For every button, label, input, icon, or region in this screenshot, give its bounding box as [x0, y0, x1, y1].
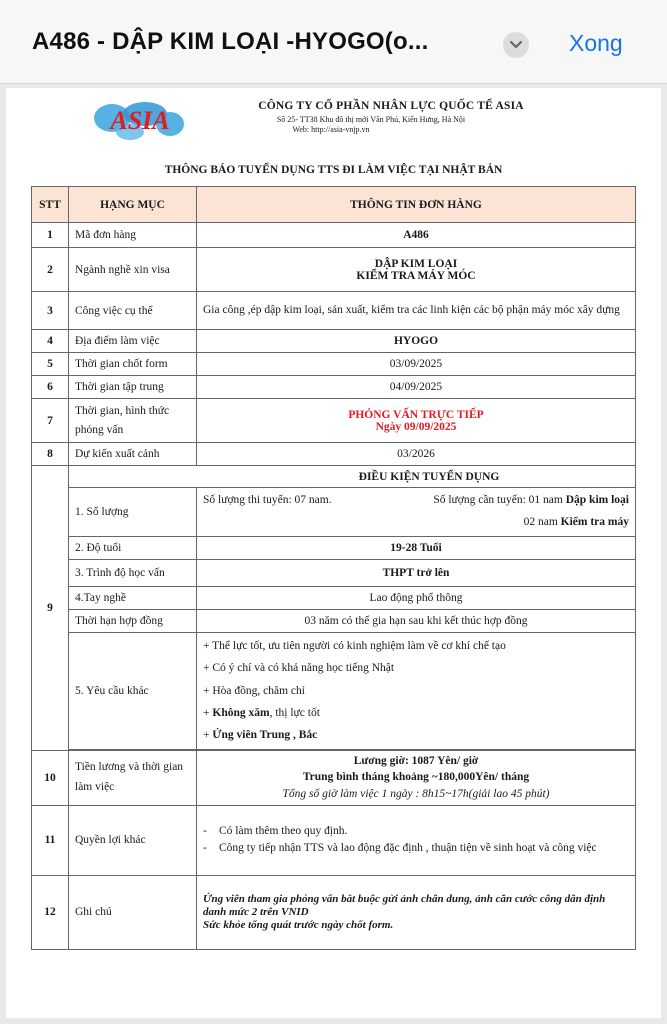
- skill: Lao động phổ thông: [197, 586, 636, 609]
- row-label: Thời gian chốt form: [69, 353, 197, 376]
- gathering-date: 04/09/2025: [197, 376, 636, 399]
- quantity-job-1: Dập kim loại: [565, 494, 629, 506]
- table-row: [32, 559, 636, 586]
- requirement-item: + Hòa đồng, chăm chỉ: [203, 684, 305, 697]
- table-row: [32, 399, 636, 443]
- benefit-item: Công ty tiếp nhận TTS và lao động đặc định , thuận tiện về sinh hoạt và công việc: [219, 842, 597, 855]
- table-row: [32, 609, 636, 632]
- document-page: [6, 88, 661, 1018]
- row-number: 5: [32, 353, 69, 376]
- visa-job-1: DẬP KIM LOẠI: [374, 257, 458, 270]
- table-row: [32, 443, 636, 466]
- header-info: THÔNG TIN ĐƠN HÀNG: [197, 187, 636, 223]
- company-address: Số 25- TT38 Khu đô thị mới Văn Phú, Kiến Hưng, Hà Nội: [276, 115, 466, 124]
- benefits: - Có làm thêm theo quy định. - Công ty tiếp nhận TTS và lao động đặc định , thuận tiện về sinh hoạt và công việc: [197, 805, 636, 875]
- table-row: [32, 805, 636, 875]
- work-location: HYOGO: [197, 330, 636, 353]
- note-photo: Ứng viên tham gia phỏng vấn bắt buộc gửi ảnh chân dung, ảnh căn cước công dân định danh mức 2 trên VNID: [203, 892, 606, 918]
- company-header: [206, 100, 576, 134]
- row-label: Mã đơn hàng: [69, 223, 197, 248]
- row-label: 1. Số lượng: [69, 488, 197, 537]
- form-deadline: 03/09/2025: [197, 353, 636, 376]
- table-row: [32, 586, 636, 609]
- row-label: 4.Tay nghề: [69, 586, 197, 609]
- requirement-item: + Thể lực tốt, ưu tiên người có kinh nghiệm làm về cơ khí chế tạo: [203, 639, 506, 652]
- quantity-exam: Số lượng thi tuyển: 07 nam.: [203, 494, 332, 506]
- row-label: Địa điểm làm việc: [69, 330, 197, 353]
- requirement-item: + Có ý chí và có khả năng học tiếng Nhật: [203, 662, 395, 675]
- header-stt: STT: [32, 187, 69, 223]
- table-row: [32, 536, 636, 559]
- table-row: [32, 875, 636, 949]
- interview-date: Ngày 09/09/2025: [375, 420, 457, 433]
- order-code: A486: [197, 223, 636, 248]
- header-item: HẠNG MỤC: [69, 187, 197, 223]
- contract-term: 03 năm có thể gia hạn sau khi kết thúc hợp đồng: [197, 609, 636, 632]
- row-label: Tiền lương và thời gian làm việc: [69, 750, 197, 805]
- row-label: Ghi chú: [69, 875, 197, 949]
- row-label: 3. Trình độ học vấn: [69, 559, 197, 586]
- quantity-need-2: 02 nam: [523, 515, 561, 528]
- row-label: 2. Độ tuổi: [69, 536, 197, 559]
- age-range: 19-28 Tuổi: [197, 536, 636, 559]
- row-label: Dự kiến xuất cảnh: [69, 443, 197, 466]
- table-row: [32, 292, 636, 330]
- requirement-item: + Ứng viên Trung , Bắc: [203, 729, 318, 742]
- row-number: 10: [32, 750, 69, 805]
- requirement-item: + Không xăm, thị lực tốt: [203, 706, 320, 719]
- table-row: [32, 488, 636, 537]
- company-name: CÔNG TY CỔ PHẦN NHÂN LỰC QUỐC TẾ ASIA: [258, 100, 524, 112]
- table-row: [32, 376, 636, 399]
- interview-type: PHỎNG VẤN TRỰC TIẾP: [348, 408, 484, 421]
- row-number: 7: [32, 399, 69, 443]
- table-row: [32, 330, 636, 353]
- quantity-need: Số lượng cần tuyển: 01 nam: [433, 494, 566, 506]
- row-label: Quyền lợi khác: [69, 805, 197, 875]
- logo-text: ASIA: [110, 106, 170, 135]
- row-label: 5. Yêu cầu khác: [69, 632, 197, 749]
- conditions-heading: ĐIỀU KIỆN TUYỂN DỤNG: [69, 466, 636, 488]
- row-number: 8: [32, 443, 69, 466]
- education: THPT trở lên: [197, 559, 636, 586]
- notes: [197, 875, 636, 949]
- benefit-item: Có làm thêm theo quy định.: [219, 825, 348, 838]
- row-number: 12: [32, 875, 69, 949]
- working-hours: Tổng số giờ làm việc 1 ngày : 8h15~17h(giải lao 45 phút): [282, 788, 550, 801]
- row-number: 3: [32, 292, 69, 330]
- visa-job-2: KIỂM TRA MÁY MÓC: [356, 269, 476, 282]
- top-bar: [0, 0, 667, 84]
- departure-date: 03/2026: [197, 443, 636, 466]
- table-row: [32, 353, 636, 376]
- document-title: A486 - DẬP KIM LOẠI -HYOGO(o...: [32, 28, 429, 55]
- table-row: [32, 466, 636, 488]
- note-health: Sức khỏe tổng quát trước ngày chốt form.: [203, 918, 394, 931]
- table-row: [32, 248, 636, 292]
- row-number: 6: [32, 376, 69, 399]
- quantity-info: [197, 488, 636, 537]
- chevron-down-icon[interactable]: [503, 32, 529, 58]
- row-label: Thời hạn hợp đồng: [69, 609, 197, 632]
- row-label: Thời gian, hình thức phỏng vấn: [69, 399, 197, 443]
- order-table: [31, 186, 636, 950]
- row-number: 4: [32, 330, 69, 353]
- hourly-wage: Lương giờ: 1087 Yên/ giờ: [353, 754, 479, 767]
- monthly-wage: Trung bình tháng khoảng ~180,000Yên/ tháng: [302, 771, 530, 784]
- salary-info: [197, 750, 636, 805]
- table-row: [32, 750, 636, 805]
- table-row: [32, 632, 636, 749]
- row-number: 11: [32, 805, 69, 875]
- interview-info: [197, 399, 636, 443]
- table-row: [32, 223, 636, 248]
- company-website: Web: http://asia-vnjp.vn: [292, 125, 370, 134]
- row-label: Công việc cụ thể: [69, 292, 197, 330]
- row-number: 9: [32, 466, 69, 751]
- row-label: Thời gian tập trung: [69, 376, 197, 399]
- quantity-job-2: Kiểm tra máy: [560, 515, 629, 528]
- row-label: Ngành nghề xin visa: [69, 248, 197, 292]
- done-button[interactable]: Xong: [569, 30, 623, 56]
- row-number: 2: [32, 248, 69, 292]
- job-description: Gia công ,ép dập kim loại, sản xuất, kiểm tra các linh kiện các bộ phận máy móc xây dựng: [197, 292, 636, 330]
- notice-title: THÔNG BÁO TUYỂN DỤNG TTS ĐI LÀM VIỆC TẠI NHẬT BẢN: [164, 164, 503, 176]
- row-number: 1: [32, 223, 69, 248]
- visa-jobs: [197, 248, 636, 292]
- other-requirements: [197, 632, 636, 749]
